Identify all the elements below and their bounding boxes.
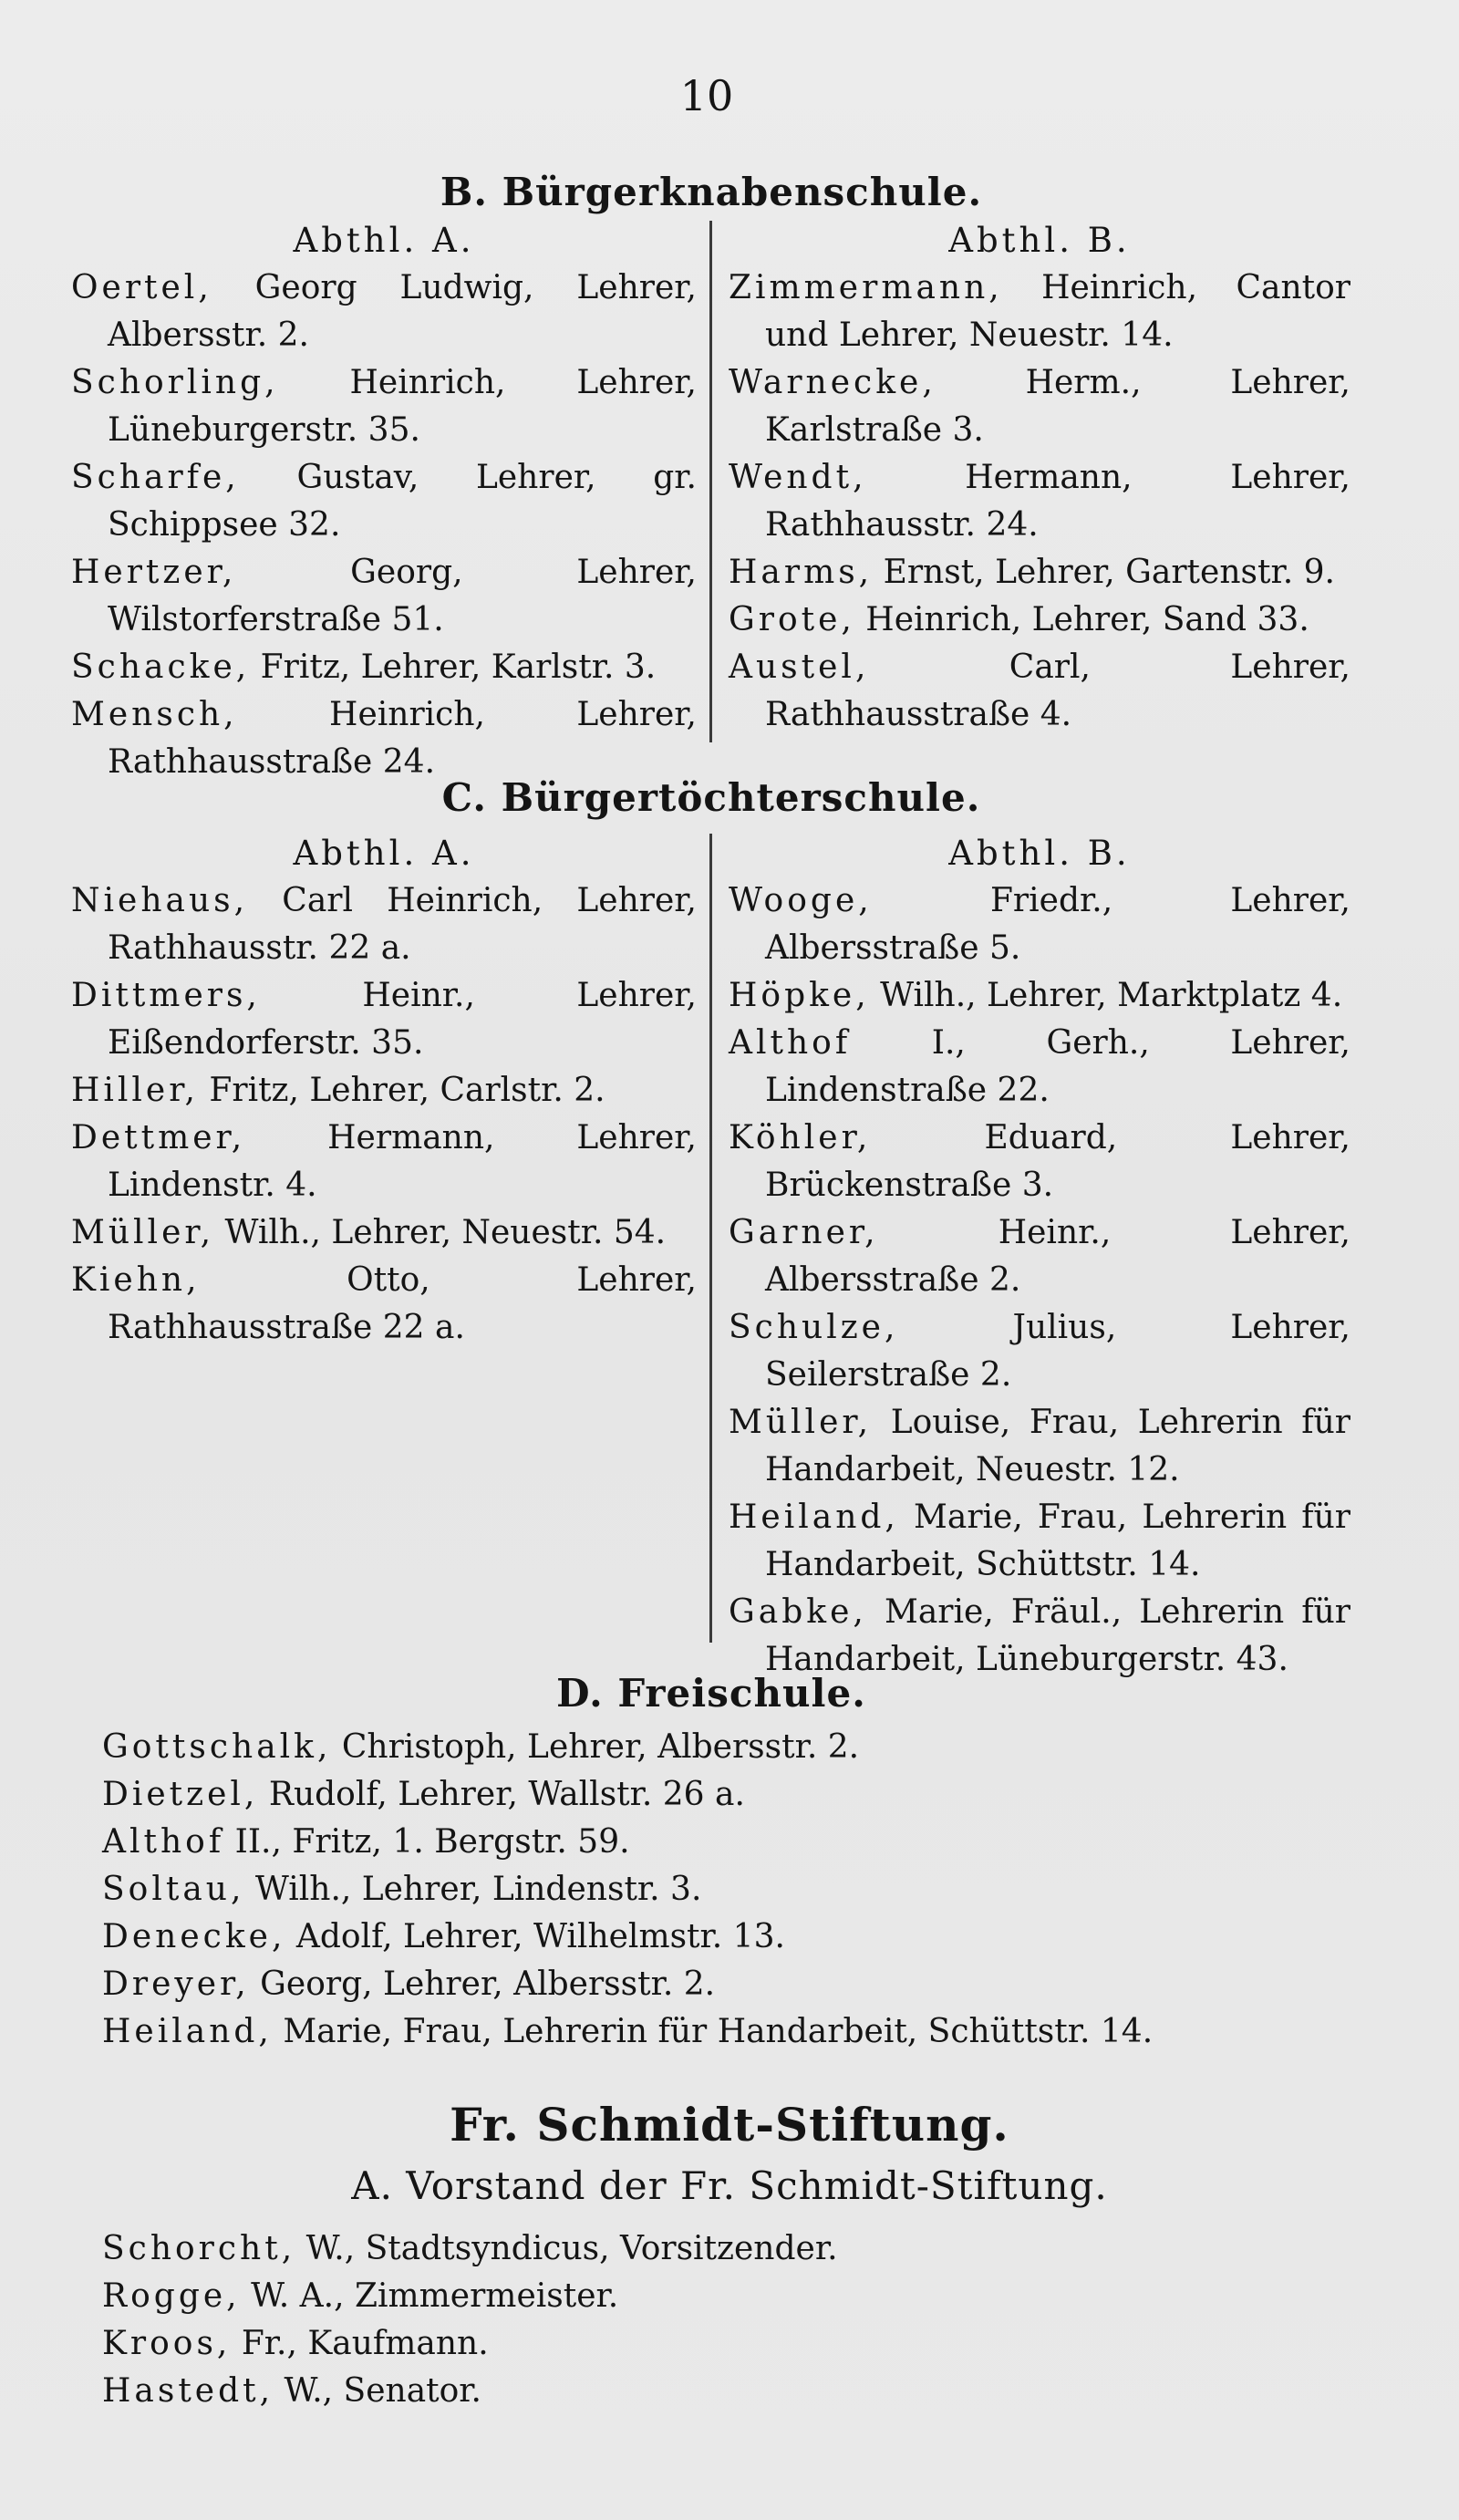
entry-surname: Hiller, (71, 1072, 199, 1109)
stiftung-title: Fr. Schmidt-Stiftung. (450, 2098, 1009, 2152)
entry-surname: Warnecke, (729, 364, 936, 401)
entry-details: Hermann, Lehrer, Rathhausstr. 24. (765, 459, 1350, 544)
entry-details: Gustav, Lehrer, gr. Schippsee 32. (108, 459, 697, 544)
entry-details: Georg Ludwig, Lehrer, Albersstr. 2. (108, 269, 697, 354)
column-abthl-b (712, 217, 1350, 746)
entry-details: Eduard, Lehrer, Brückenstraße 3. (765, 1119, 1350, 1204)
list-item (729, 596, 1350, 644)
entry-surname: Schorling, (71, 364, 279, 401)
list-item (71, 1067, 697, 1115)
list-item (729, 549, 1350, 596)
entry-surname: Wendt, (729, 459, 867, 496)
list-item (102, 2320, 1361, 2368)
entry-details: Hermann, Lehrer, Lindenstr. 4. (108, 1119, 697, 1204)
entry-surname: Heiland, (102, 2013, 273, 2050)
column-heading: Abthl. B. (948, 834, 1131, 873)
entry-details: W., Stadtsyndicus, Vorsitzender. (295, 2230, 838, 2267)
entry-surname: Dittmers, (71, 977, 261, 1014)
entry-details: I., Gerh., Lehrer, Lindenstraße 22. (765, 1024, 1350, 1109)
list-item (729, 1589, 1350, 1684)
entry-details: Heinrich, Lehrer, Rathhausstraße 24. (108, 696, 697, 781)
list-item (729, 454, 1350, 549)
list-item (729, 264, 1350, 359)
list-item (102, 1724, 1361, 1771)
list-item (71, 644, 697, 691)
entry-details: Herm., Lehrer, Karlstraße 3. (765, 364, 1350, 449)
entry-surname: Althof (729, 1024, 852, 1062)
list-item (71, 972, 697, 1067)
entry-surname: Schulze, (729, 1309, 899, 1346)
freischule-entry-list (102, 1724, 1361, 2056)
entry-details: Heinrich, Lehrer, Lüneburgerstr. 35. (108, 364, 697, 449)
list-item (71, 549, 697, 644)
entry-details: Georg, Lehrer, Wilstorferstraße 51. (108, 554, 697, 638)
entry-surname: Niehaus, (71, 882, 249, 919)
entry-details: Carl Heinrich, Lehrer, Rathhausstr. 22 a. (108, 882, 697, 967)
entry-details: Otto, Lehrer, Rathhausstraße 22 a. (108, 1261, 697, 1346)
entry-surname: Oertel, (71, 269, 212, 306)
entry-details: II., Fritz, 1. Bergstr. 59. (224, 1823, 630, 1861)
entry-details: Fritz, Lehrer, Carlstr. 2. (198, 1072, 605, 1109)
section-title-buergerknabenschule: B. Bürgerknabenschule. (440, 170, 983, 214)
page-number: 10 (679, 71, 734, 120)
entry-list (729, 264, 1350, 739)
entry-details: Wilh., Lehrer, Marktplatz 4. (869, 977, 1343, 1014)
entry-details: Heinrich, Cantor und Lehrer, Neuestr. 14. (765, 269, 1350, 354)
column-abthl-b (712, 830, 1350, 1678)
entry-list (729, 877, 1350, 1684)
entry-details: Carl, Lehrer, Rathhausstraße 4. (765, 648, 1350, 733)
stiftung-subtitle: A. Vorstand der Fr. Schmidt-Stiftung. (351, 2163, 1108, 2208)
entry-surname: Dietzel, (102, 1776, 259, 1813)
entry-details: Fritz, Lehrer, Karlstr. 3. (250, 648, 657, 686)
list-item (102, 1771, 1361, 1819)
entry-details: Wilh., Lehrer, Lindenstr. 3. (244, 1871, 702, 1908)
entry-details: Louise, Frau, Lehrerin für Handarbeit, Neuestr. 12. (765, 1404, 1350, 1488)
entry-details: Marie, Frau, Lehrerin für Handarbeit, Schüttstr. 14. (272, 2013, 1154, 2050)
entry-surname: Schorcht, (102, 2230, 296, 2267)
list-item (729, 644, 1350, 739)
list-item (729, 1399, 1350, 1494)
list-item (729, 1209, 1350, 1304)
entry-details: Ernst, Lehrer, Gartenstr. 9. (873, 554, 1335, 591)
entry-details: Julius, Lehrer, Seilerstraße 2. (765, 1309, 1350, 1394)
entry-surname: Dettmer, (71, 1119, 246, 1156)
entry-surname: Gottschalk, (102, 1728, 332, 1766)
entry-surname: Müller, (729, 1404, 873, 1441)
list-item (102, 2273, 1361, 2320)
list-item (729, 1115, 1350, 1209)
entry-surname: Grote, (729, 601, 855, 638)
entry-details: Marie, Frau, Lehrerin für Handarbeit, Schüttstr. 14. (765, 1499, 1350, 1583)
list-item (102, 1866, 1361, 1913)
entry-surname: Hertzer, (71, 554, 237, 591)
list-item (729, 972, 1350, 1020)
entry-surname: Althof (102, 1823, 225, 1861)
list-item (71, 1257, 697, 1352)
column-heading: Abthl. A. (293, 834, 475, 873)
entry-details: W., Senator. (274, 2372, 481, 2410)
entry-surname: Schacke, (71, 648, 251, 686)
list-item (71, 359, 697, 454)
entry-surname: Gabke, (729, 1593, 867, 1631)
list-item (102, 1913, 1361, 1961)
list-item (729, 1020, 1350, 1115)
list-item (71, 877, 697, 972)
entry-details: Wilh., Lehrer, Neuestr. 54. (214, 1214, 667, 1251)
entry-surname: Austel, (729, 648, 870, 686)
entry-surname: Zimmermann, (729, 269, 1003, 306)
list-item (729, 877, 1350, 972)
entry-details: Christoph, Lehrer, Albersstr. 2. (331, 1728, 860, 1766)
entry-surname: Mensch, (71, 696, 238, 733)
list-item (102, 1819, 1361, 1866)
entry-surname: Dreyer, (102, 1965, 250, 2003)
entry-list (71, 877, 697, 1352)
list-item (102, 2008, 1361, 2056)
entry-surname: Höpke, (729, 977, 870, 1014)
entry-details: Marie, Fräul., Lehrerin für Handarbeit, Lüneburgerstr. 43. (765, 1593, 1350, 1678)
column-heading: Abthl. B. (948, 221, 1131, 260)
column-abthl-a (71, 830, 709, 1646)
columns-buergerknabenschule (71, 217, 1364, 781)
list-item (729, 1494, 1350, 1589)
entry-surname: Rogge, (102, 2277, 241, 2315)
section-title-buergertoechterschule: C. Bürgertöchterschule. (441, 775, 981, 820)
entry-details: Heinr., Lehrer, Eißendorferstr. 35. (108, 977, 697, 1062)
entry-surname: Soltau, (102, 1871, 245, 1908)
entry-surname: Hastedt, (102, 2372, 274, 2410)
entry-surname: Kroos, (102, 2325, 232, 2362)
entry-surname: Garner, (729, 1214, 879, 1251)
entry-surname: Köhler, (729, 1119, 872, 1156)
list-item (102, 2225, 1361, 2273)
entry-list (71, 264, 697, 786)
entry-details: Heinr., Lehrer, Albersstraße 2. (765, 1214, 1350, 1299)
entry-details: Fr., Kaufmann. (231, 2325, 489, 2362)
list-item (71, 1209, 697, 1257)
list-item (71, 264, 697, 359)
list-item (102, 2368, 1361, 2415)
entry-surname: Heiland, (729, 1499, 899, 1536)
entry-surname: Harms, (729, 554, 874, 591)
columns-buergertoechterschule (71, 830, 1364, 1678)
entry-details: Adolf, Lehrer, Wilhelmstr. 13. (285, 1918, 785, 1955)
entry-details: Georg, Lehrer, Albersstr. 2. (249, 1965, 716, 2003)
list-item (729, 359, 1350, 454)
entry-details: Heinrich, Lehrer, Sand 33. (854, 601, 1309, 638)
entry-surname: Kiehn, (71, 1261, 201, 1299)
list-item (71, 454, 697, 549)
entry-surname: Denecke, (102, 1918, 286, 1955)
entry-details: Friedr., Lehrer, Albersstraße 5. (765, 882, 1350, 967)
column-abthl-a (71, 217, 709, 781)
list-item (71, 691, 697, 786)
list-item (102, 1961, 1361, 2008)
entry-details: Rudolf, Lehrer, Wallstr. 26 a. (258, 1776, 745, 1813)
column-heading: Abthl. A. (293, 221, 475, 260)
list-item (71, 1115, 697, 1209)
list-item (729, 1304, 1350, 1399)
entry-details: W. A., Zimmermeister. (240, 2277, 619, 2315)
entry-surname: Scharfe, (71, 459, 240, 496)
stiftung-entry-list (102, 2225, 1361, 2415)
entry-surname: Wooge, (729, 882, 873, 919)
section-title-freischule: D. Freischule. (556, 1671, 866, 1716)
entry-surname: Müller, (71, 1214, 215, 1251)
